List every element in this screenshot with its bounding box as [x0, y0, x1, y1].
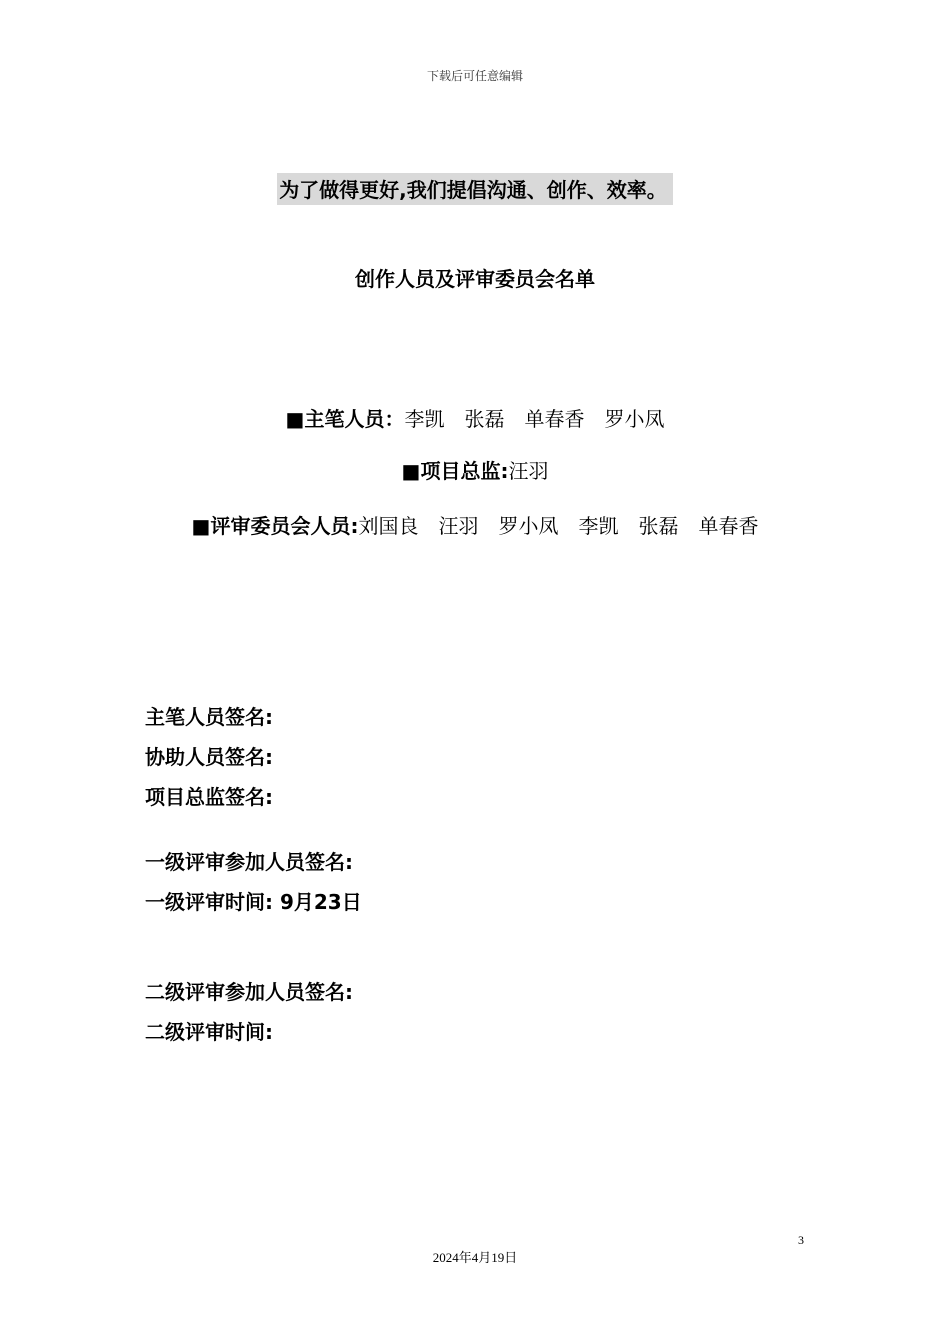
committee-line: [0, 510, 950, 539]
director-label: 项目总监:: [420, 459, 509, 483]
committee-names: 刘国良 汪羽 罗小凤 李凯 张磊 单春香: [358, 514, 759, 538]
bullet-square: ■: [191, 514, 211, 538]
level2-participants-signature: 二级评审参加人员签名:: [145, 980, 353, 1004]
director-signature: 项目总监签名:: [145, 785, 273, 809]
level1-time-value: 9月23日: [279, 890, 362, 914]
slogan-container: [0, 173, 950, 205]
lead-writers-label: 主笔人员：: [304, 407, 405, 431]
footer-date: 2024年4月19日: [432, 1250, 518, 1265]
slogan: 为了做得更好,我们提倡沟通、创作、效率。: [277, 173, 673, 205]
director-name: 汪羽: [508, 459, 549, 483]
bullet-square: ■: [401, 459, 421, 483]
lead-writers-label-group: [286, 407, 405, 431]
level1-time-label: 一级评审时间:: [145, 890, 273, 914]
lead-writers-line: [0, 403, 950, 432]
page-number: 3: [798, 1233, 804, 1247]
lead-writer-signature: 主笔人员签名:: [145, 705, 273, 729]
director-line: [0, 455, 950, 484]
level2-time-label: 二级评审时间:: [145, 1020, 273, 1044]
committee-label: 评审委员会人员:: [210, 514, 359, 538]
lead-writers-names: 李凯 张磊 单春香 罗小凤: [404, 407, 665, 431]
committee-label-group: [192, 514, 359, 538]
assistant-signature: 协助人员签名:: [145, 745, 273, 769]
director-label-group: [402, 459, 509, 483]
level1-participants-signature: 一级评审参加人员签名:: [145, 850, 353, 874]
header-note: 下载后可任意编辑: [426, 69, 523, 83]
bullet-square: ■: [285, 407, 305, 431]
document-title: 创作人员及评审委员会名单: [355, 267, 595, 291]
level1-time-line: [145, 886, 362, 915]
